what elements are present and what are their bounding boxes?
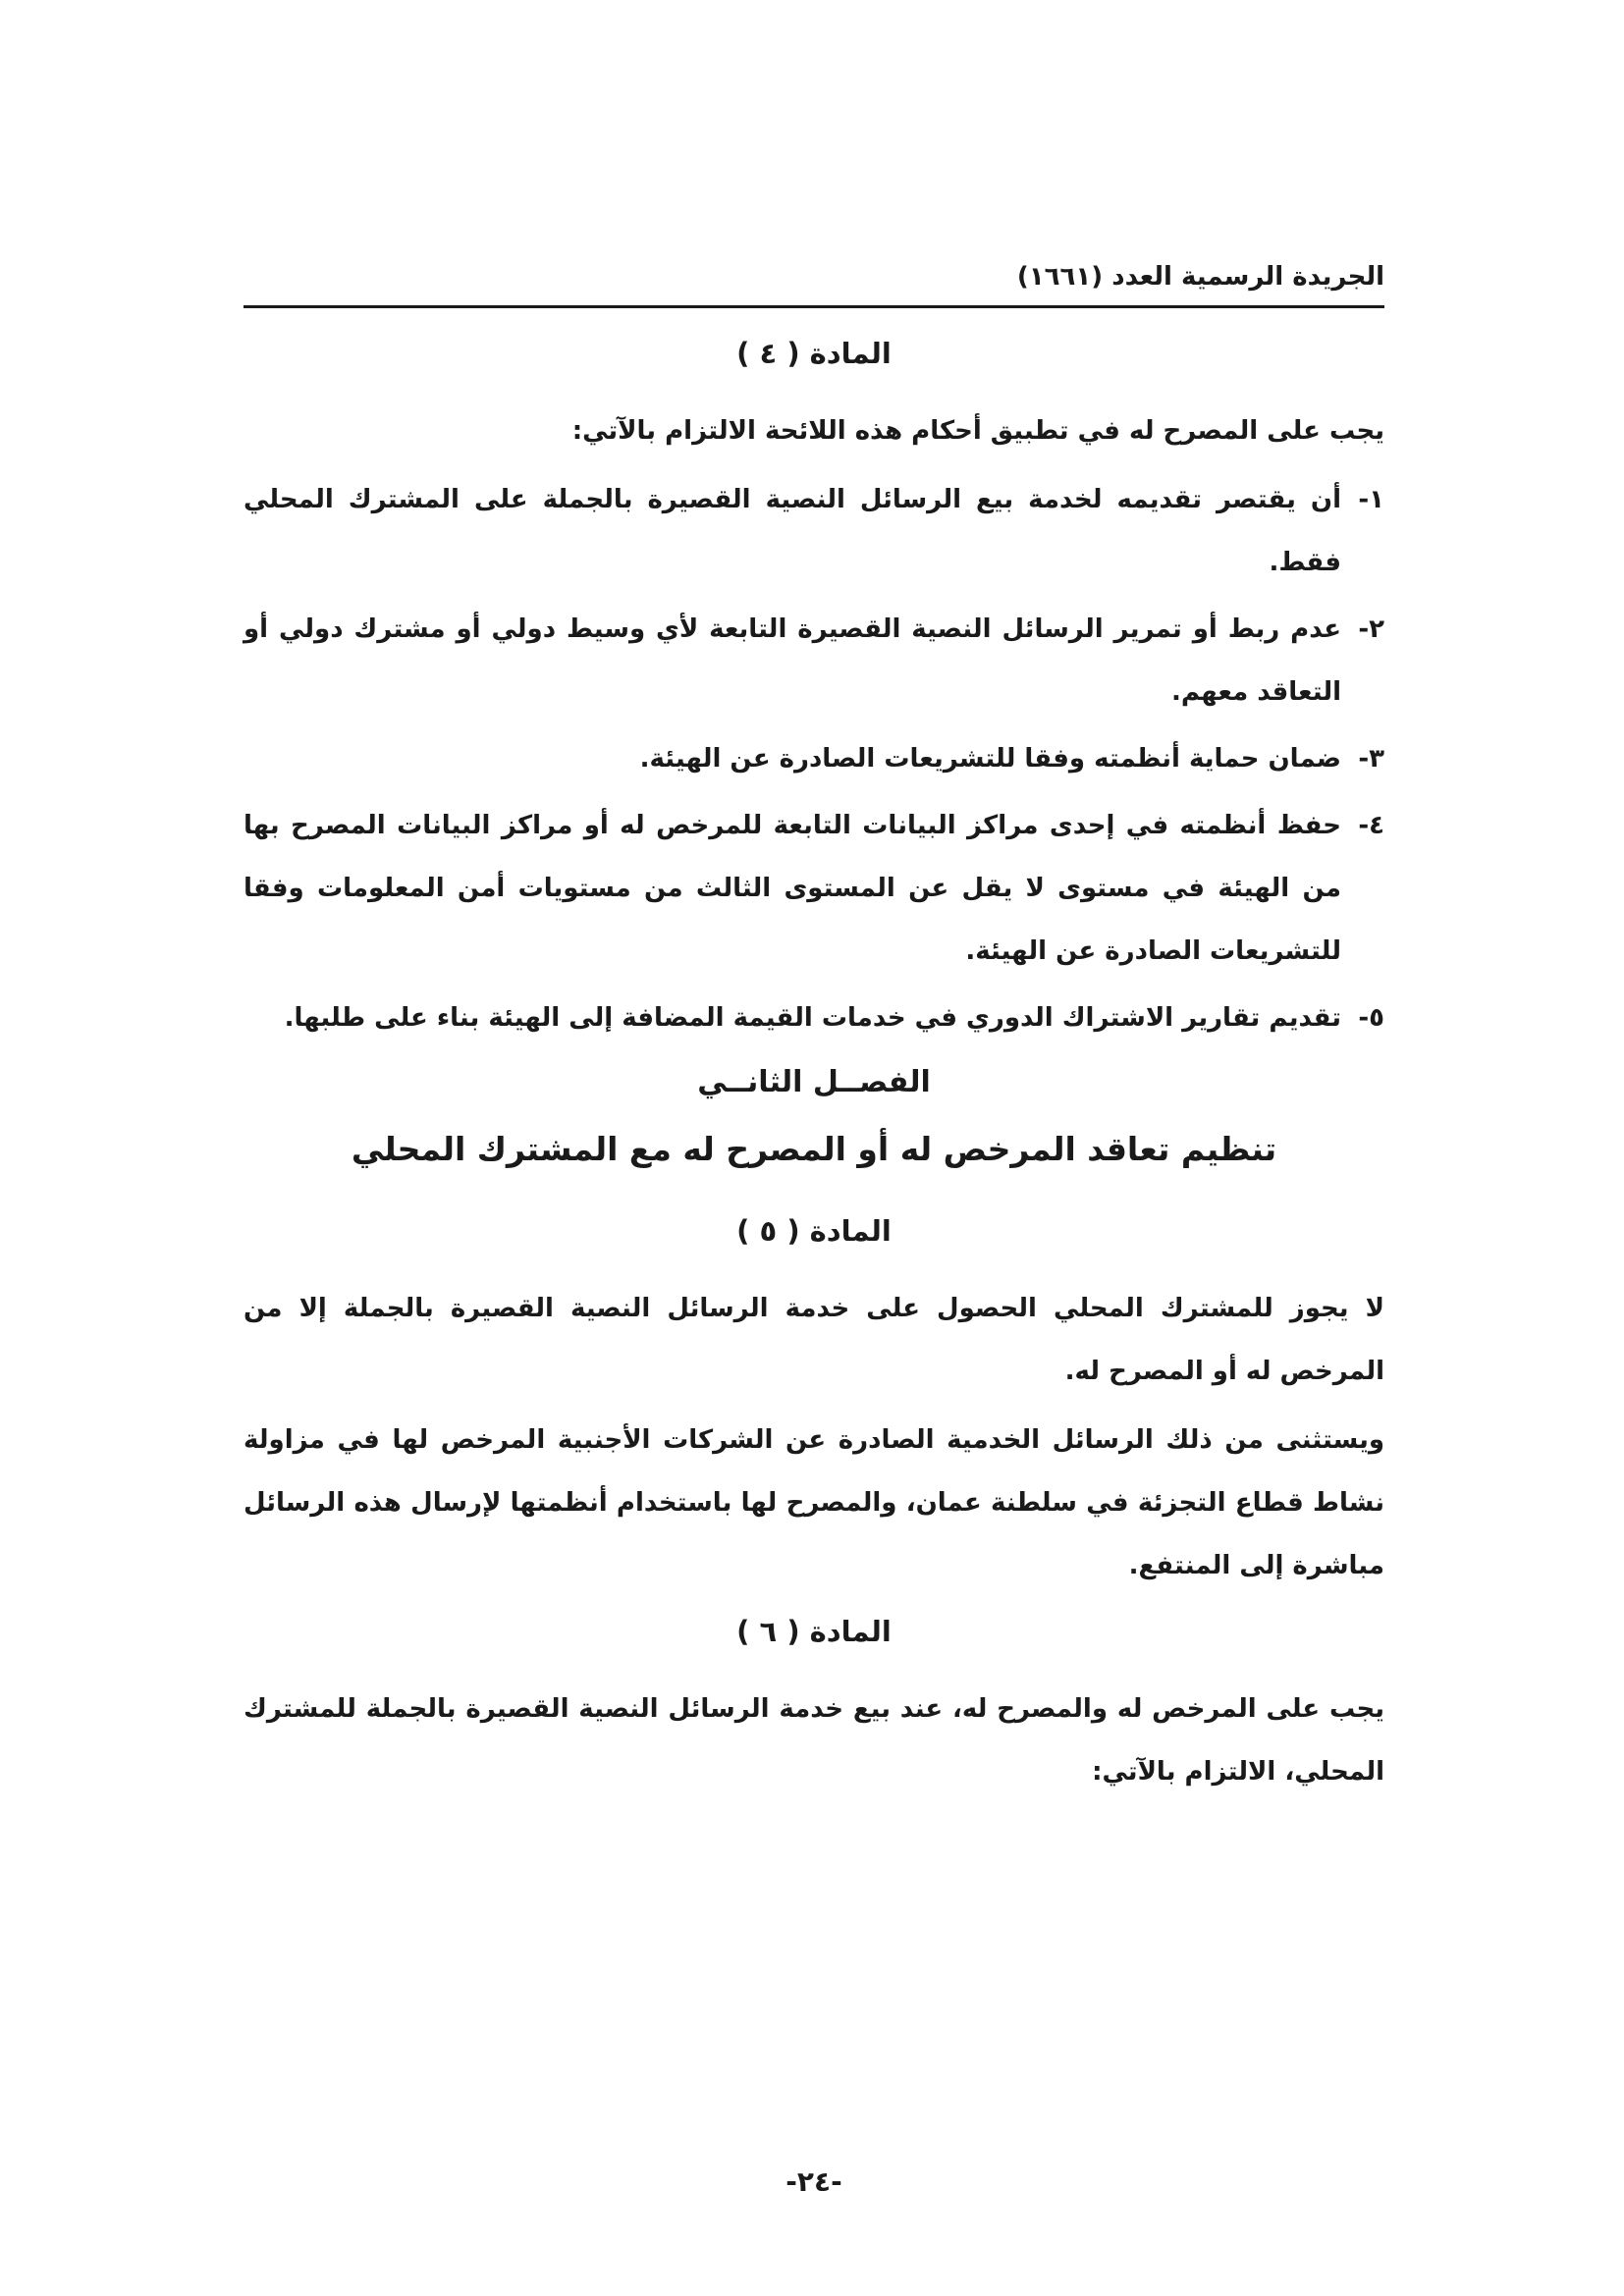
article-4-title: المادة ( ٤ ) — [736, 337, 892, 370]
header-divider — [244, 305, 1384, 308]
running-header: الجريدة الرسمية العدد (١٦٦١) — [1016, 262, 1384, 292]
article-5-paragraph-1: لا يجوز للمشترك المحلي الحصول على خدمة الرسائل النصية القصيرة بالجملة إلا من المرخص له أو المصرح له. — [244, 1294, 1384, 1386]
list-item-number: ٤- — [1358, 811, 1384, 840]
list-item — [244, 598, 1384, 723]
list-item-number: ٣- — [1358, 744, 1384, 774]
list-item-number: ١- — [1358, 485, 1384, 514]
article-5-paragraph-2: ويستثنى من ذلك الرسائل الخدمية الصادرة عن الشركات الأجنبية المرخص لها في مزاولة نشاط قطاع التجزئة في سلطنة عمان، والمصرح لها باستخدام أنظمتها لإرسال هذه الرسائل مباشرة إلى المنتفع. — [244, 1425, 1384, 1580]
list-item — [244, 794, 1384, 983]
article-5-title: المادة ( ٥ ) — [736, 1214, 892, 1248]
page-number: -٢٤- — [785, 2165, 842, 2198]
list-item-text: عدم ربط أو تمرير الرسائل النصية القصيرة التابعة لأي وسيط دولي أو مشترك دولي أو التعاقد معهم. — [244, 614, 1341, 707]
list-item — [244, 468, 1384, 594]
article-4-list — [244, 468, 1384, 1049]
list-item-number: ٥- — [1358, 1003, 1384, 1033]
chapter-subtitle: تنظيم تعاقد المرخص له أو المصرح له مع المشترك المحلي — [351, 1130, 1277, 1168]
document-page — [244, 0, 1384, 2296]
list-item-text: ضمان حماية أنظمته وفقا للتشريعات الصادرة عن الهيئة. — [639, 744, 1341, 774]
list-item-text: أن يقتصر تقديمه لخدمة بيع الرسائل النصية القصيرة بالجملة على المشترك المحلي فقط. — [244, 485, 1341, 577]
page-content — [244, 329, 1384, 1809]
list-item-text: حفظ أنظمته في إحدى مراكز البيانات التابعة للمرخص له أو مراكز البيانات المصرح بها من الهيئة في مستوى لا يقل عن المستوى الثالث من مستويات أمن المعلومات وفقا للتشريعات الصادرة عن الهيئة. — [244, 811, 1341, 966]
list-item — [244, 727, 1384, 790]
list-item-number: ٢- — [1358, 614, 1384, 644]
chapter-title: الفصــل الثانــي — [697, 1065, 931, 1099]
list-item — [244, 987, 1384, 1049]
list-item-text: تقديم تقارير الاشتراك الدوري في خدمات القيمة المضافة إلى الهيئة بناء على طلبها. — [284, 1003, 1341, 1033]
article-6-intro: يجب على المرخص له والمصرح له، عند بيع خدمة الرسائل النصية القصيرة بالجملة للمشترك المحلي، الالتزام بالآتي: — [244, 1694, 1384, 1787]
article-4-intro: يجب على المصرح له في تطبيق أحكام هذه اللائحة الالتزام بالآتي: — [571, 416, 1384, 446]
article-6-title: المادة ( ٦ ) — [736, 1615, 892, 1648]
